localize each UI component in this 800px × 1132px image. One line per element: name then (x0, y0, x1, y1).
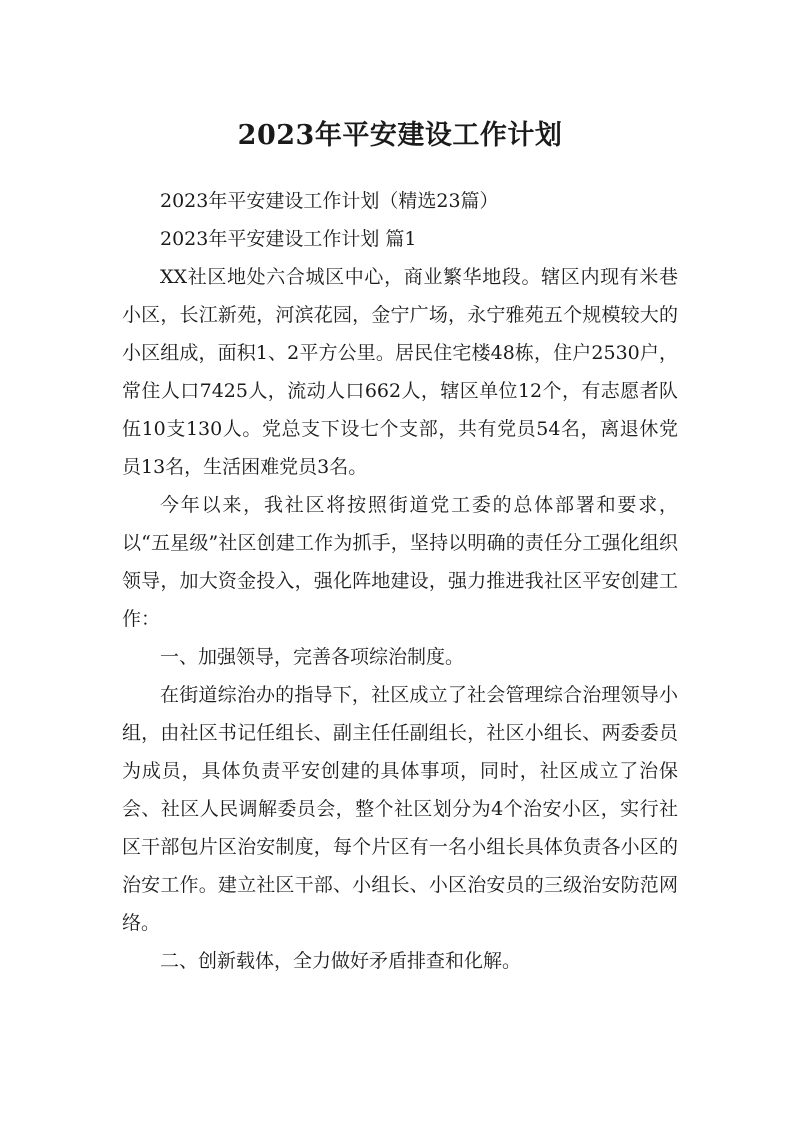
document-title: 2023年平安建设工作计划 (237, 120, 563, 152)
body-paragraph: 今年以来，我社区将按照街道党工委的总体部署和要求，以“五星级”社区创建工作为抓手，坚持以明确的责任分工强化组织领导，加大资金投入，强化阵地建设，强力推进我社区平安创建工作： (122, 494, 678, 630)
section-heading: 2023年平安建设工作计划 篇1 (160, 228, 417, 250)
section-heading: 一、加强领导，完善各项综治制度。 (160, 646, 465, 668)
body-paragraph: XX社区地处六合城区中心，商业繁华地段。辖区内现有米巷小区，长江新苑，河滨花园，金宁广场，永宁雅苑五个规模较大的小区组成，面积1、2平方公里。居民住宅楼48栋，住户2530户，常住人口7425人，流动人口662人，辖区单位12个，有志愿者队伍10支130人。党总支下设七个支部，共有党员54名，离退休党员13名，生活困难党员3名。 (122, 266, 678, 478)
section-heading: 二、创新载体，全力做好矛盾排查和化解。 (160, 950, 522, 972)
subtitle-paragraph: 2023年平安建设工作计划（精选23篇） (160, 190, 499, 212)
document-body (122, 182, 678, 980)
body-paragraph: 在街道综治办的指导下，社区成立了社会管理综合治理领导小组，由社区书记任组长、副主任任副组长，社区小组长、两委委员为成员，具体负责平安创建的具体事项，同时，社区成立了治保会、社区人民调解委员会，整个社区划分为4个治安小区，实行社区干部包片区治安制度，每个片区有一名小组长具体负责各小区的治安工作。建立社区干部、小组长、小区治安员的三级治安防范网络。 (122, 684, 678, 934)
